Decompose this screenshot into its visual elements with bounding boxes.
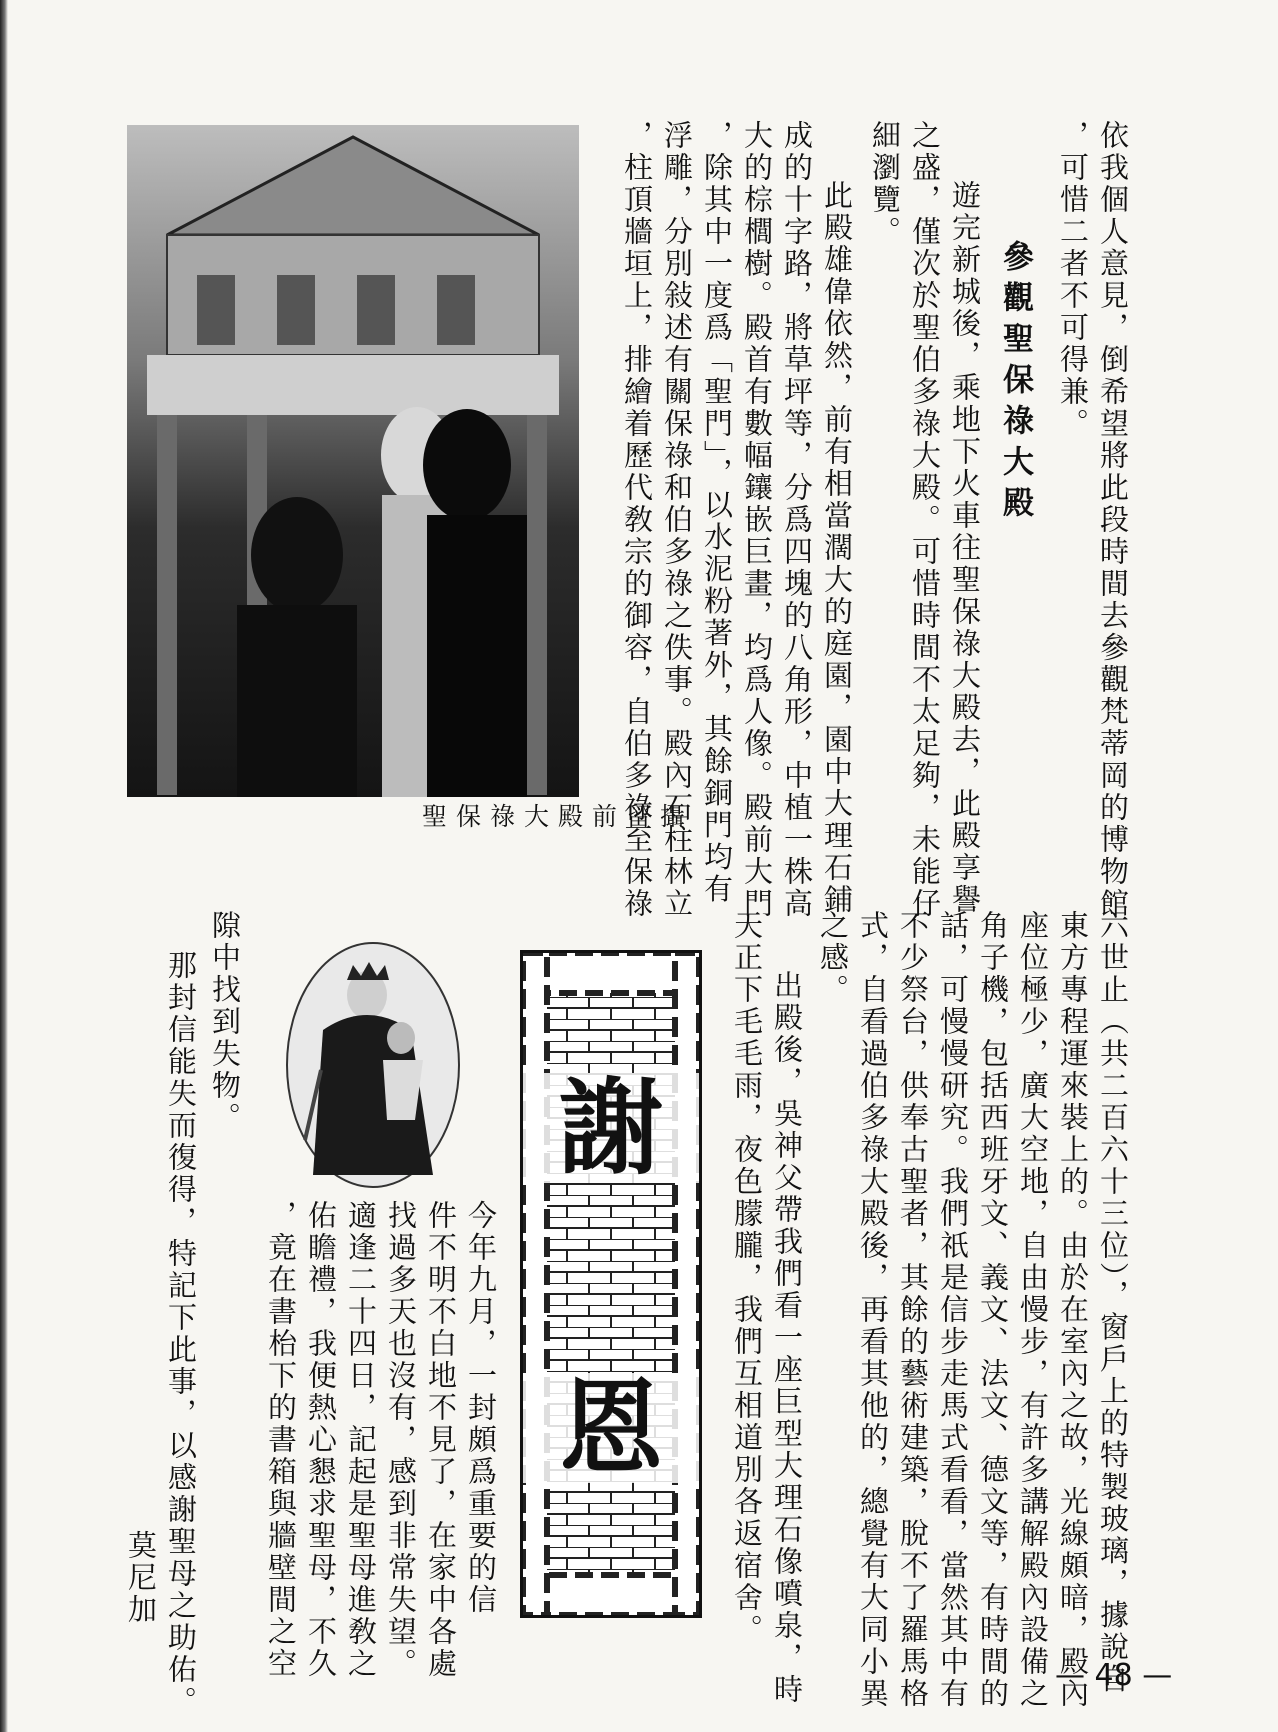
article-column-3: 遊完新城後，乘地下火車往聖保祿大殿去，此殿享譽 xyxy=(948,180,982,916)
madonna-image xyxy=(283,940,463,1190)
page-number: — 48 — xyxy=(1055,1658,1173,1693)
continued-column-5: 話，可慢慢研究。我們祇是信步走馬式看看，當然其中有 xyxy=(936,910,970,1710)
continued-column-2: 東方專程運來裝上的。由於在室內之故，光線頗暗，殿內 xyxy=(1056,910,1090,1710)
continued-column-1: 六世止（共二百六十三位），窗戶上的特製玻璃，據說自 xyxy=(1096,910,1130,1696)
banner-char-top: 謝 xyxy=(523,1073,699,1183)
thanks-column-5: 佑瞻禮，我便熱心懇求聖母，不久 xyxy=(304,1200,338,1680)
continued-column-7: 式，自看過伯多祿大殿後，再看其他的，總覺有大同小異 xyxy=(856,910,890,1710)
article-column-4: 之盛，僅次於聖伯多祿大殿。可惜時間不太足夠，未能仔 xyxy=(908,120,942,920)
thanks-column-1: 今年九月，一封頗爲重要的信 xyxy=(464,1200,498,1616)
article-heading: 參觀聖保祿大殿 xyxy=(997,240,1033,527)
continued-column-4: 角子機，包括西班牙文、義文、法文、德文等，有時間的 xyxy=(976,910,1010,1710)
continued-column-6: 不少祭台，供奉古聖者，其餘的藝術建築，脫不了羅馬格 xyxy=(896,910,930,1710)
continued-column-10: 天正下毛毛雨，夜色朦朧，我們互相道別各返宿舍。 xyxy=(730,910,764,1646)
thanks-column-2: 件不明不白地不見了，在家中各處 xyxy=(424,1200,458,1680)
basilica-illustration xyxy=(127,125,579,797)
article-column-8: 大的棕櫚樹。殿首有數幅鑲嵌巨畫，均爲人像。殿前大門 xyxy=(740,120,774,920)
article-column-9: ，除其中一度爲「聖門」，以水泥粉著外，其餘銅門均有 xyxy=(700,120,734,906)
article-column-6: 此殿雄偉依然，前有相當濶大的庭園，園中大理石鋪 xyxy=(820,180,854,916)
article-column-5: 細瀏覽。 xyxy=(868,120,902,248)
continued-column-3: 座位極少，廣大空地，自由慢步，有許多講解殿內設備之 xyxy=(1016,910,1050,1710)
continued-column-9: 出殿後，吳神父帶我們看一座巨型大理石像噴泉，時 xyxy=(770,970,804,1706)
thanks-column-8: 那封信能失而復得，特記下此事，以感謝聖母之助佑。 xyxy=(164,950,198,1718)
article-column-7: 成的十字路，將草坪等，分爲四塊的八角形，中植一株高 xyxy=(780,120,814,920)
madonna-illustration xyxy=(283,940,463,1190)
thanks-banner xyxy=(520,950,702,1618)
thanks-column-4: 適逢二十四日，記起是聖母進敎之 xyxy=(344,1200,378,1680)
thanks-signature: 莫尼加 xyxy=(124,1530,158,1626)
article-column-2: ，可惜二者不可得兼。 xyxy=(1056,120,1090,440)
thanks-column-3: 找過多天也沒有，感到非常失望。 xyxy=(384,1200,418,1680)
article-column-1: 依我個人意見，倒希望將此段時間去參觀梵蒂岡的博物館 xyxy=(1096,120,1130,920)
thanks-column-6: ，竟在書枱下的書箱與牆壁間之空 xyxy=(264,1200,298,1680)
brick-pattern xyxy=(523,953,699,1615)
article-column-10: 浮雕，分別敍述有關保祿和伯多祿之佚事。殿內石柱林立 xyxy=(660,120,694,920)
photo-caption: 聖保祿大殿前留攝 xyxy=(422,802,695,831)
banner-char-bottom: 恩 xyxy=(523,1373,699,1483)
binding-shadow xyxy=(0,0,8,1732)
article-column-11: ，柱頂牆垣上，排繪着歷代敎宗的御容，自伯多祿至保祿 xyxy=(620,120,654,920)
basilica-photo xyxy=(127,125,579,797)
continued-column-8: 之感。 xyxy=(816,910,850,1006)
thanks-column-7: 隙中找到失物。 xyxy=(208,910,242,1134)
